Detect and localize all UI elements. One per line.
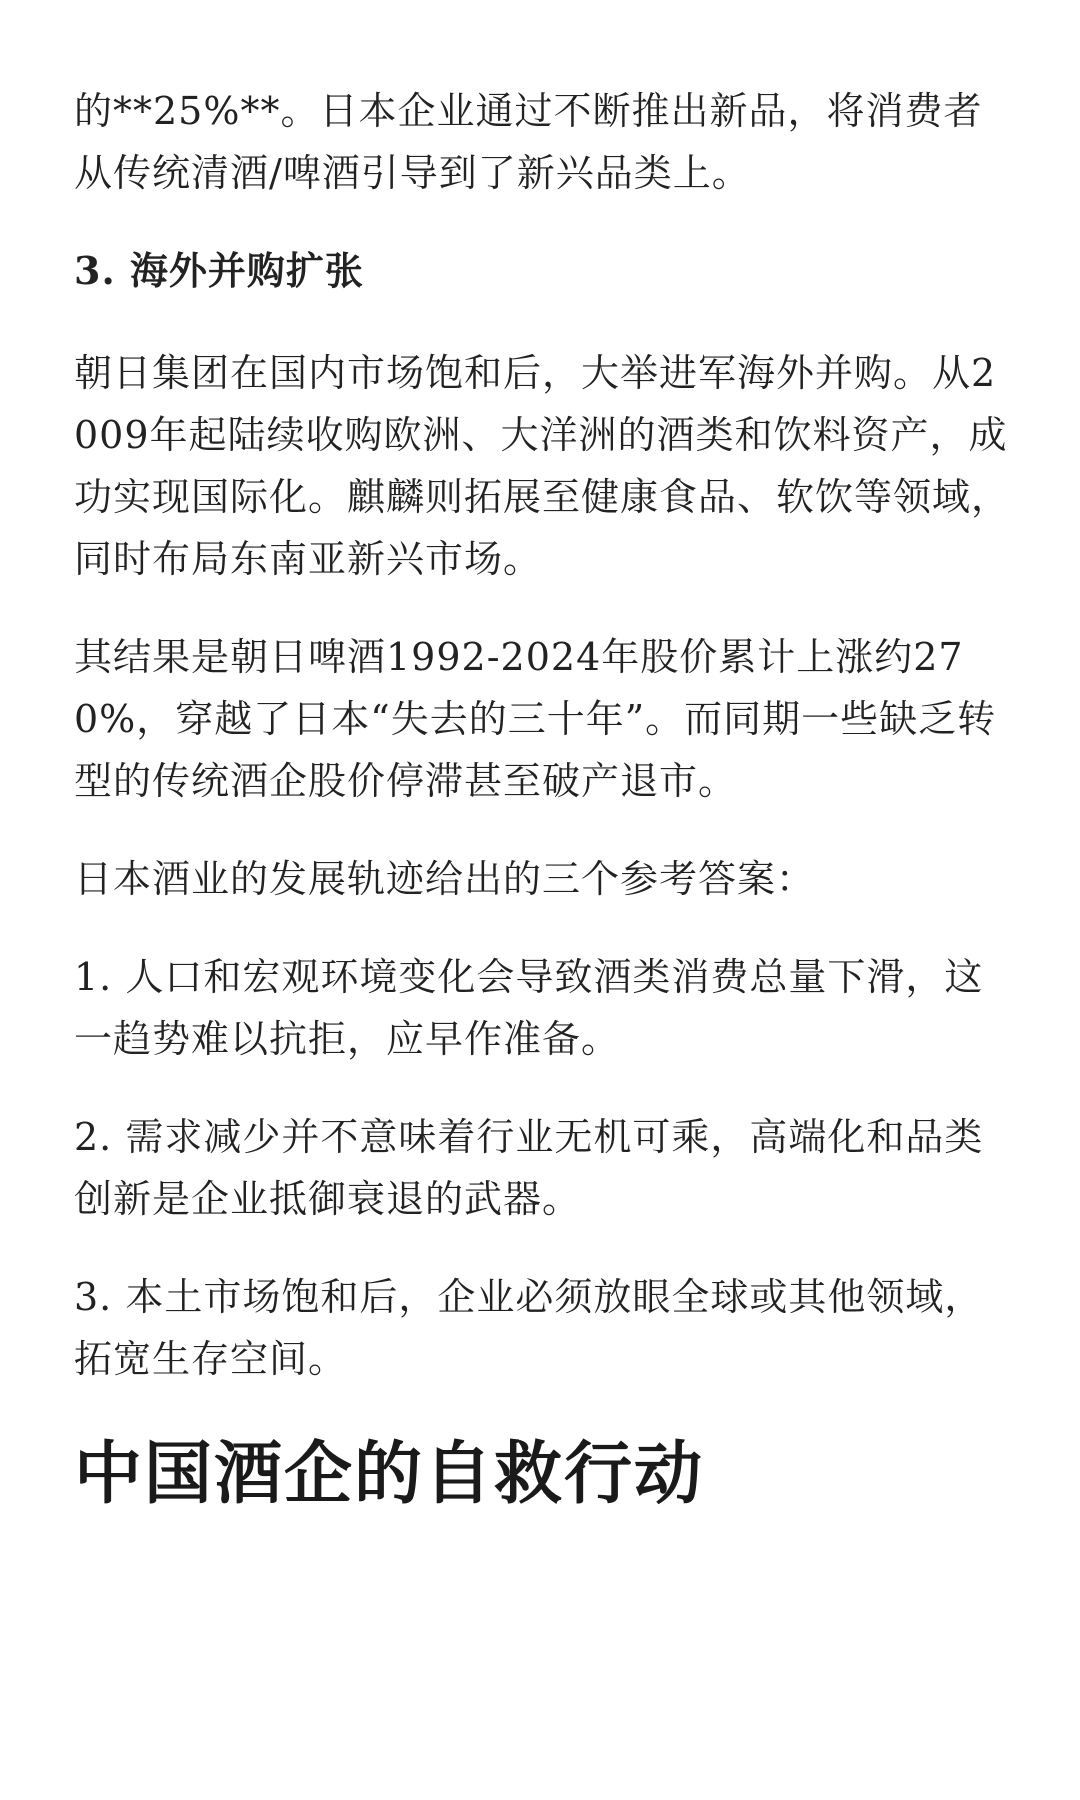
- article-body: [74, 80, 1012, 1522]
- paragraph-three-answers-intro: 日本酒业的发展轨迹给出的三个参考答案：: [74, 857, 816, 901]
- section-title: 中国酒企的自救行动: [74, 1434, 705, 1514]
- paragraph-asahi-kirin-expansion: 朝日集团在国内市场饱和后，大举进军海外并购。从2009年起陆续收购欧洲、大洋洲的酒类和饮料资产，成功实现国际化。麒麟则拓展至健康食品、软饮等领域，同时布局东南亚新兴市场。: [74, 351, 1011, 581]
- list-item-answer-2: 2. 需求减少并不意味着行业无机可乘，高端化和品类创新是企业抵御衰退的武器。: [74, 1115, 984, 1221]
- list-item-answer-1: 1. 人口和宏观环境变化会导致酒类消费总量下滑，这一趋势难以抗拒，应早作准备。: [74, 955, 984, 1061]
- paragraph-stock-result: 其结果是朝日啤酒1992-2024年股价累计上涨约270%，穿越了日本“失去的三十年”。而同期一些缺乏转型的传统酒企股价停滞甚至破产退市。: [74, 635, 997, 803]
- list-item-answer-3: 3. 本土市场饱和后，企业必须放眼全球或其他领域，拓宽生存空间。: [74, 1275, 984, 1381]
- subheading-overseas-mna: 3. 海外并购扩张: [74, 248, 364, 293]
- paragraph-new-categories: 的**25%**。日本企业通过不断推出新品，将消费者从传统清酒/啤酒引导到了新兴品类上。: [74, 89, 983, 195]
